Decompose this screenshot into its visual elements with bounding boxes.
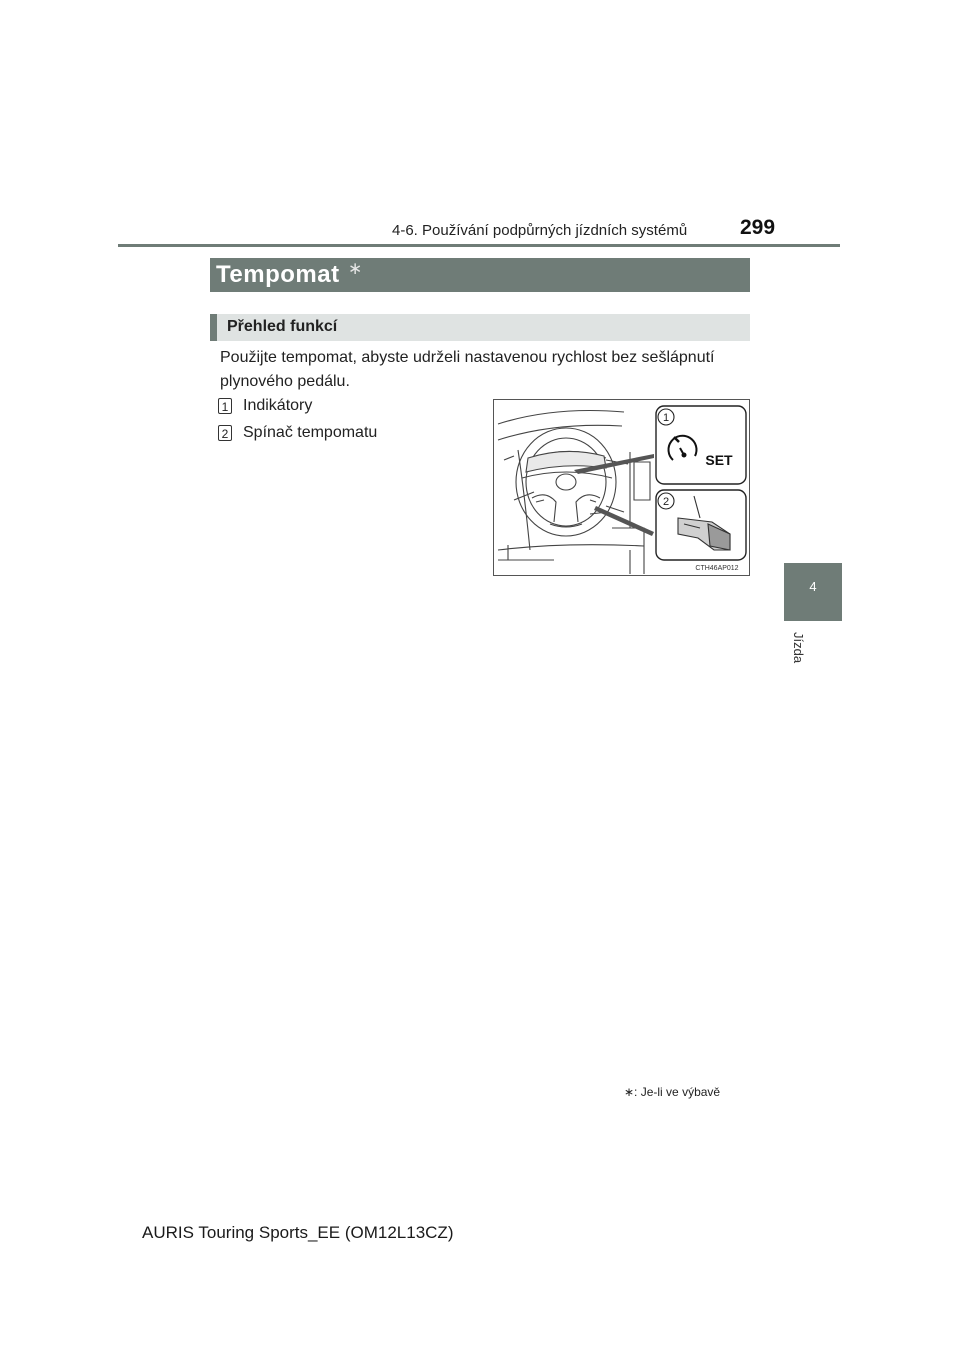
callout-number-2: 2 xyxy=(662,496,670,508)
item-number-marker: 1 xyxy=(218,398,232,414)
chapter-label: Jízda xyxy=(791,632,806,664)
set-indicator-label: SET xyxy=(705,452,733,468)
item-label: Spínač tempomatu xyxy=(243,424,378,441)
header-section-title: 4-6. Používání podpůrných jízdních systémů xyxy=(392,222,688,239)
section-title-bar xyxy=(210,258,750,292)
figure-code: CTH46AP012 xyxy=(695,565,739,572)
subsection-title: Přehled funkcí xyxy=(227,318,338,335)
cruise-control-illustration xyxy=(493,399,750,576)
item-label: Indikátory xyxy=(243,397,313,414)
footer-model: AURIS Touring Sports_EE (OM12L13CZ) xyxy=(142,1223,454,1242)
subsection-bar xyxy=(210,314,750,341)
page-number: 299 xyxy=(740,216,776,239)
chapter-number: 4 xyxy=(809,579,817,594)
dashboard-drawing xyxy=(494,400,749,575)
chapter-tab[interactable] xyxy=(784,563,842,621)
header-rule xyxy=(118,244,840,247)
section-title: Tempomat xyxy=(216,261,340,288)
optional-equipment-star: ∗ xyxy=(348,259,363,278)
callout-number-1: 1 xyxy=(662,412,670,424)
intro-paragraph: Použijte tempomat, abyste udrželi nastavenou rychlost bez sešlápnutí plynového pedálu. xyxy=(220,349,715,390)
item-number-marker: 2 xyxy=(218,425,232,441)
footnote: ∗: Je-li ve výbavě xyxy=(624,1085,721,1099)
